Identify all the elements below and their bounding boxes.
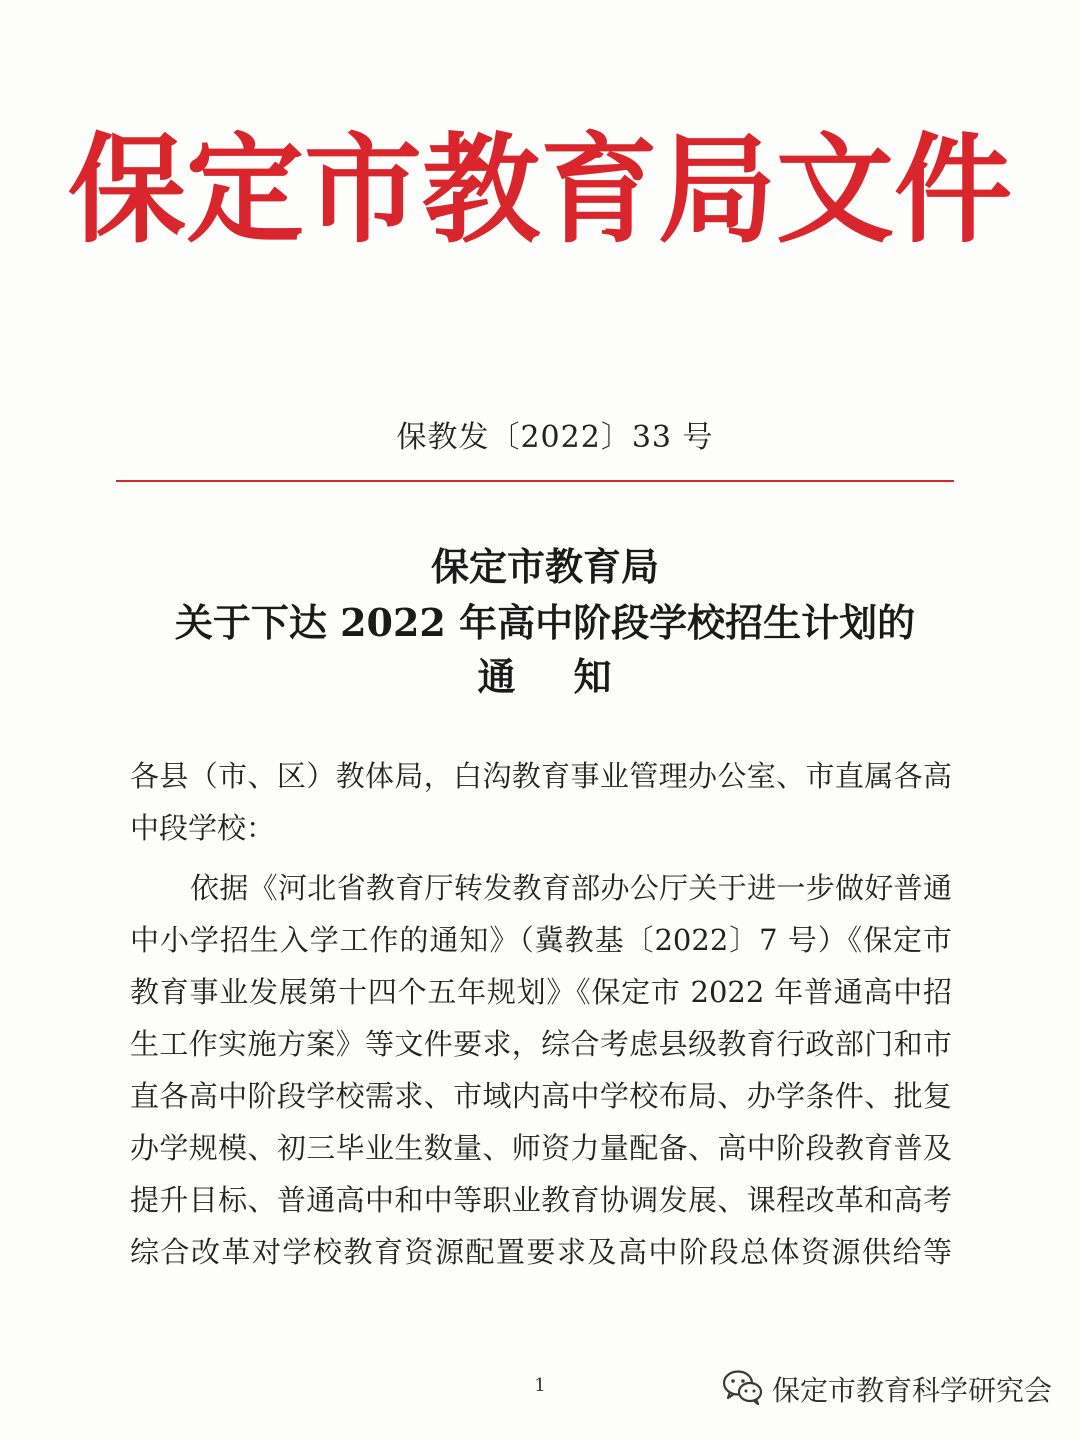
body-line-6: 生工作实施方案》等文件要求，综合考虑县级教育行政部门和市	[130, 1027, 952, 1061]
title-line-1: 保定市教育局	[430, 544, 659, 589]
body-line-4: 中小学招生入学工作的通知》（冀教基〔2022〕7 号）《保定市	[130, 923, 952, 957]
page-number: 1	[534, 1375, 546, 1396]
body-line-8: 办学规模、初三毕业生数量、师资力量配备、高中阶段教育普及	[130, 1131, 952, 1165]
document-number: 保教发〔2022〕33 号	[396, 420, 714, 455]
body-line-2: 中段学校：	[130, 811, 276, 845]
watermark	[722, 1366, 1052, 1412]
wechat-icon	[722, 1368, 764, 1410]
title-line-3: 通 知	[477, 654, 613, 699]
title-line-2: 关于下达 2022 年高中阶段学校招生计划的	[174, 600, 916, 645]
red-divider-line	[116, 480, 954, 482]
body-line-9: 提升目标、普通高中和中等职业教育协调发展、课程改革和高考	[130, 1183, 952, 1217]
body-line-3: 依据《河北省教育厅转发教育部办公厅关于进一步做好普通	[190, 871, 952, 905]
document-masthead: 保定市教育局文件	[67, 121, 1012, 259]
body-line-7: 直各高中阶段学校需求、市域内高中学校布局、办学条件、批复	[130, 1079, 952, 1113]
watermark-text: 保定市教育科学研究会	[772, 1374, 1053, 1407]
body-line-10: 综合改革对学校教育资源配置要求及高中阶段总体资源供给等	[130, 1235, 952, 1269]
body-line-1: 各县（市、区）教体局，白沟教育事业管理办公室、市直属各高	[130, 759, 952, 793]
body-line-5: 教育事业发展第十四个五年规划》《保定市 2022 年普通高中招	[130, 975, 952, 1009]
